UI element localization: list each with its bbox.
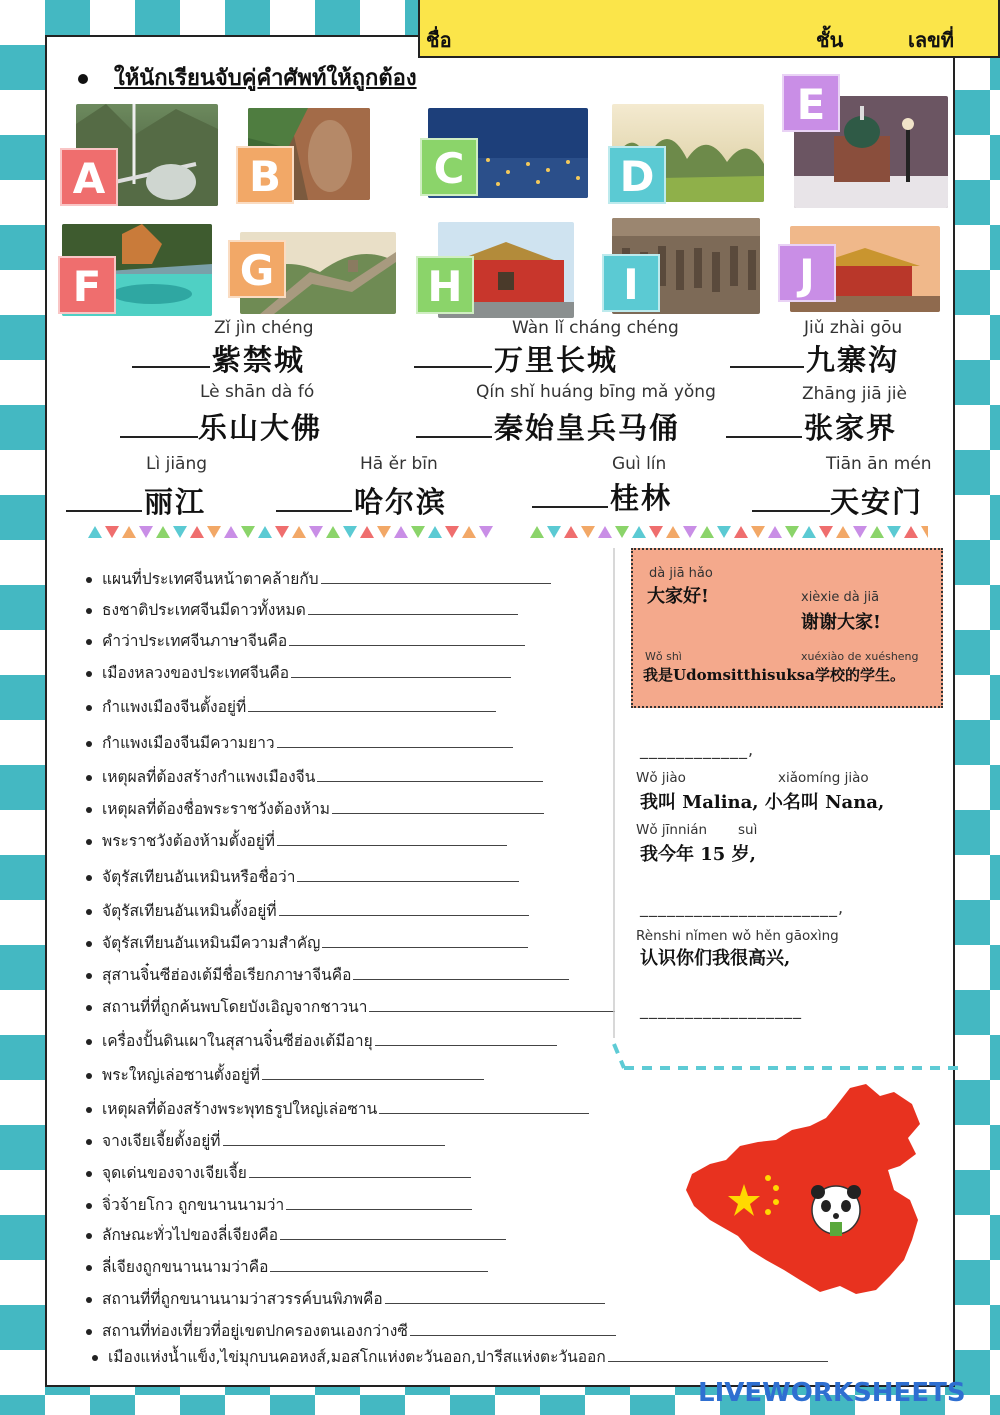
bullet-icon: [86, 608, 92, 614]
vocab-pinyin: Jiǔ zhài gōu: [804, 318, 903, 338]
divider-triangle: [122, 526, 136, 538]
bullet-icon: [86, 1265, 92, 1271]
letter-tag-h: H: [416, 256, 474, 314]
divider-triangle: [802, 526, 816, 538]
divider-triangle: [224, 526, 238, 538]
answer-blank[interactable]: [120, 436, 198, 438]
bullet-icon: [86, 1171, 92, 1177]
question-item: [92, 1344, 828, 1369]
vocab-hanzi: 万里长城: [494, 343, 619, 377]
instruction-text: ให้นักเรียนจับคู่คำศัพท์ให้ถูกต้อง: [114, 66, 417, 91]
divider-triangle: [632, 526, 646, 538]
letter-tag-c: C: [420, 138, 478, 196]
answer-blank[interactable]: [66, 510, 142, 512]
vocab-pinyin: Wàn lǐ cháng chéng: [512, 318, 679, 338]
divider-triangle: [105, 526, 119, 538]
bullet-icon: [86, 741, 92, 747]
question-item: [86, 1160, 471, 1185]
divider-triangle: [530, 526, 544, 538]
bullet-icon: [86, 1329, 92, 1335]
answer-line[interactable]: [297, 881, 519, 882]
intro-pinyin: Rènshi nǐmen wǒ hěn gāoxìng: [636, 928, 839, 944]
bullet-icon: [86, 1203, 92, 1209]
instruction-title: [78, 60, 417, 95]
question-item: [86, 1028, 557, 1053]
question-text: สถานที่ที่ถูกค้นพบโดยบังเอิญจากชาวนา: [102, 998, 368, 1016]
question-item: [86, 1128, 445, 1153]
question-text: สถานที่ที่ถูกขนานนามว่าสวรรค์บนพิภพคือ: [102, 1290, 383, 1308]
thanks-hanzi: 谢谢大家!: [801, 612, 881, 633]
divider-triangle: [428, 526, 442, 538]
divider-triangle: [207, 526, 221, 538]
divider-triangle: [819, 526, 833, 538]
intro-blank[interactable]: ____________,: [640, 740, 755, 759]
bullet-icon: [86, 941, 92, 947]
question-text: แผนที่ประเทศจีนหน้าตาคล้ายกับ: [102, 570, 319, 588]
divider-triangle: [734, 526, 748, 538]
question-item: [86, 1192, 472, 1217]
question-text: กำแพงเมืองจีนตั้งอยู่ที่: [102, 698, 247, 716]
question-text: คำว่าประเทศจีนภาษาจีนคือ: [102, 632, 288, 650]
intro-pinyin: Wǒ jīnnián: [636, 822, 708, 838]
divider-triangle: [411, 526, 425, 538]
intro-hanzi: 我今年 15 岁,: [640, 844, 756, 865]
answer-line[interactable]: [322, 947, 528, 948]
divider-triangle: [581, 526, 595, 538]
question-item: [86, 828, 507, 853]
answer-line[interactable]: [270, 1271, 488, 1272]
answer-line[interactable]: [353, 979, 569, 980]
answer-blank[interactable]: [276, 510, 352, 512]
letter-tag-a: A: [60, 148, 118, 206]
answer-blank[interactable]: [532, 506, 608, 508]
question-item: [86, 994, 615, 1019]
intro-blank[interactable]: ______________________,: [640, 898, 845, 917]
bullet-icon: [86, 1005, 92, 1011]
question-text: เมืองแห่งน้ำแข็ง,ไข่มุกบนคอหงส์,มอสโกแห่งตะวันออก,ปารีสแห่งตะวันออก: [108, 1348, 606, 1366]
greeting-pinyin: dà jiā hǎo: [649, 566, 713, 581]
bullet-icon: [86, 909, 92, 915]
vocab-pinyin: Qín shǐ huáng bīng mǎ yǒng: [476, 382, 716, 402]
divider-triangle: [887, 526, 901, 538]
letter-tag-j: J: [778, 244, 836, 302]
vocab-pinyin: Hā ěr bīn: [360, 454, 438, 474]
question-item: [86, 1318, 616, 1343]
answer-line[interactable]: [379, 1113, 589, 1114]
question-item: [86, 962, 569, 987]
answer-line[interactable]: [291, 677, 511, 678]
answer-line[interactable]: [223, 1145, 445, 1146]
answer-blank[interactable]: [414, 366, 492, 368]
question-text: เหตุผลที่ต้องสร้างพระพุทธรูปใหญ่เล่อซาน: [102, 1100, 378, 1118]
answer-line[interactable]: [332, 813, 544, 814]
question-item: [86, 1096, 589, 1121]
answer-line[interactable]: [277, 845, 507, 846]
answer-line[interactable]: [277, 747, 513, 748]
letter-tag-g: G: [228, 240, 286, 298]
divider-triangle: [683, 526, 697, 538]
answer-line[interactable]: [321, 583, 551, 584]
question-item: [86, 566, 551, 591]
vocab-pinyin: Zǐ jìn chéng: [214, 318, 314, 338]
divider-triangle: [88, 526, 102, 538]
question-item: [86, 660, 511, 685]
question-item: [86, 597, 518, 622]
bullet-icon: [86, 1073, 92, 1079]
answer-line[interactable]: [308, 614, 518, 615]
answer-line[interactable]: [369, 1011, 615, 1012]
question-text: พระราชวังต้องห้ามตั้งอยู่ที่: [102, 832, 276, 850]
answer-line[interactable]: [249, 1177, 471, 1178]
letter-tag-i: I: [602, 254, 660, 312]
vocab-hanzi: 天安门: [830, 485, 924, 519]
question-text: สถานที่ท่องเที่ยวที่อยู่เขตปกครองตนเองกว่างซี: [102, 1322, 408, 1340]
bullet-icon: [86, 875, 92, 881]
vocab-hanzi: 张家界: [804, 411, 898, 445]
answer-blank[interactable]: [752, 510, 830, 512]
iam-pinyin: Wǒ shì: [645, 650, 682, 663]
answer-line[interactable]: [279, 915, 529, 916]
divider-triangle: [139, 526, 153, 538]
divider-triangle: [326, 526, 340, 538]
letter-tag-d: D: [608, 146, 666, 204]
question-text: จุดเด่นของจางเจียเจี้ย: [102, 1164, 247, 1182]
question-text: ลี่เจียงถูกขนานนามว่าคือ: [102, 1258, 269, 1276]
divider-triangle: [870, 526, 884, 538]
question-text: จัตุรัสเทียนอันเหมินหรือชื่อว่า: [102, 868, 296, 886]
bullet-icon: [86, 775, 92, 781]
answer-blank[interactable]: [726, 436, 802, 438]
answer-line[interactable]: [608, 1361, 828, 1362]
divider-triangle: [836, 526, 850, 538]
divider-triangle: [445, 526, 459, 538]
bullet-icon: [86, 639, 92, 645]
vocab-pinyin: Lè shān dà fó: [200, 382, 315, 402]
intro-pinyin: xiǎomíng jiào: [778, 770, 869, 786]
question-text: จางเจียเจี้ยตั้งอยู่ที่: [102, 1132, 221, 1150]
divider-triangle: [717, 526, 731, 538]
student-info-bar: [418, 0, 1000, 58]
intro-pinyin: Wǒ jiào: [636, 770, 686, 786]
question-item: [86, 1254, 488, 1279]
bullet-icon: [86, 577, 92, 583]
student-hanzi: 我是Udomsitthisuksa学校的学生。: [643, 666, 905, 684]
bullet-icon: [86, 1107, 92, 1113]
vocab-hanzi: 桂林: [610, 481, 673, 515]
divider-triangle: [173, 526, 187, 538]
question-text: ธงชาติประเทศจีนมีดาวทั้งหมด: [102, 601, 306, 619]
question-item: [86, 1062, 484, 1087]
vocab-hanzi: 紫禁城: [212, 343, 306, 377]
intro-hanzi: 我叫 Malina, 小名叫 Nana,: [640, 792, 885, 813]
question-text: เมืองหลวงของประเทศจีนคือ: [102, 664, 290, 682]
student-pinyin: xuéxiào de xuésheng: [801, 650, 919, 663]
divider-triangle: [190, 526, 204, 538]
question-item: [86, 764, 543, 789]
letter-tag-b: B: [236, 146, 294, 204]
divider-triangle: [700, 526, 714, 538]
intro-hanzi: 认识你们我很高兴,: [640, 948, 791, 969]
class-label: ชั้น: [816, 28, 844, 52]
bullet-icon: [86, 705, 92, 711]
intro-pinyin: suì: [738, 822, 758, 838]
divider-triangle: [649, 526, 663, 538]
question-item: [86, 1222, 506, 1247]
question-text: จัตุรัสเทียนอันเหมินมีความสำคัญ: [102, 934, 321, 952]
bullet-icon: [78, 74, 88, 84]
answer-blank[interactable]: [132, 366, 210, 368]
divider-triangle: [360, 526, 374, 538]
question-text: พระใหญ่เล่อซานตั้งอยู่ที่: [102, 1066, 261, 1084]
vocab-hanzi: 九寨沟: [806, 343, 900, 377]
question-text: สุสานจิ๋นซีฮ่องเต้มีชื่อเรียกภาษาจีนคือ: [102, 966, 352, 984]
divider-triangle: [598, 526, 612, 538]
divider-triangle: [768, 526, 782, 538]
divider-triangle: [479, 526, 493, 538]
divider-triangle: [904, 526, 918, 538]
vocab-pinyin: Guì lín: [612, 454, 667, 474]
question-item: [86, 930, 528, 955]
divider-triangle: [343, 526, 357, 538]
question-item: [86, 694, 496, 719]
divider-triangle: [156, 526, 170, 538]
vocab-hanzi: 乐山大佛: [198, 411, 323, 445]
liveworksheets-logo: [698, 1378, 966, 1408]
answer-line[interactable]: [317, 781, 543, 782]
vocab-hanzi: 哈尔滨: [354, 485, 448, 519]
triangle-divider: [88, 524, 928, 540]
divider-triangle: [751, 526, 765, 538]
question-item: [86, 864, 519, 889]
bullet-icon: [86, 1233, 92, 1239]
thanks-pinyin: xièxie dà jiā: [801, 590, 880, 605]
vocab-pinyin: Zhāng jiā jiè: [802, 384, 907, 404]
question-text: จัตุรัสเทียนอันเหมินตั้งอยู่ที่: [102, 902, 277, 920]
vocab-hanzi: 丽江: [144, 485, 207, 519]
bullet-icon: [86, 1297, 92, 1303]
divider-triangle: [377, 526, 391, 538]
letter-tag-f: F: [58, 256, 116, 314]
question-text: กำแพงเมืองจีนมีความยาว: [102, 734, 275, 752]
answer-line[interactable]: [248, 711, 496, 712]
question-text: จิ่วจ้ายโกว ถูกขนานนามว่า: [102, 1196, 285, 1214]
question-text: เหตุผลที่ต้องชื่อพระราชวังต้องห้าม: [102, 800, 330, 818]
name-label: ชื่อ: [426, 28, 452, 52]
divider-triangle: [615, 526, 629, 538]
answer-line[interactable]: [286, 1209, 472, 1210]
bullet-icon: [86, 671, 92, 677]
answer-blank[interactable]: [730, 366, 804, 368]
china-map-icon: [680, 1080, 930, 1300]
divider-triangle: [258, 526, 272, 538]
divider-triangle: [462, 526, 476, 538]
divider-triangle: [853, 526, 867, 538]
question-item: [86, 898, 529, 923]
vocab-pinyin: Tiān ān mén: [826, 454, 932, 474]
greeting-hanzi: 大家好!: [647, 586, 709, 607]
intro-blank[interactable]: __________________: [640, 1000, 802, 1019]
bullet-icon: [86, 839, 92, 845]
question-item: [86, 796, 544, 821]
question-item: [86, 1286, 605, 1311]
divider-triangle: [394, 526, 408, 538]
divider-triangle: [241, 526, 255, 538]
answer-line[interactable]: [410, 1335, 616, 1336]
question-item: [86, 730, 513, 755]
divider-triangle: [309, 526, 323, 538]
divider-triangle: [921, 526, 928, 538]
bullet-icon: [86, 1139, 92, 1145]
vocab-pinyin: Lì jiāng: [146, 454, 208, 474]
question-text: เครื่องปั้นดินเผาในสุสานจิ๋นซีฮ่องเต้มีอายุ: [102, 1032, 373, 1050]
greeting-box: [631, 548, 943, 708]
divider-triangle: [292, 526, 306, 538]
bullet-icon: [86, 1039, 92, 1045]
answer-blank[interactable]: [416, 436, 492, 438]
bullet-icon: [86, 807, 92, 813]
question-text: เหตุผลที่ต้องสร้างกำแพงเมืองจีน: [102, 768, 316, 786]
question-text: ลักษณะทั่วไปของลี่เจียงคือ: [102, 1226, 279, 1244]
letter-tag-e: E: [782, 74, 840, 132]
number-label: เลขที่: [908, 28, 954, 52]
answer-line[interactable]: [262, 1079, 484, 1080]
divider-triangle: [275, 526, 289, 538]
vocab-hanzi: 秦始皇兵马俑: [494, 411, 681, 445]
divider-triangle: [666, 526, 680, 538]
answer-line[interactable]: [280, 1239, 506, 1240]
liveworksheets-text: LIVEWORKSHEETS: [698, 1378, 966, 1408]
answer-line[interactable]: [375, 1045, 557, 1046]
answer-line[interactable]: [385, 1303, 605, 1304]
divider-triangle: [785, 526, 799, 538]
bullet-icon: [92, 1355, 98, 1361]
divider-triangle: [564, 526, 578, 538]
answer-line[interactable]: [289, 645, 525, 646]
divider-triangle: [547, 526, 561, 538]
bullet-icon: [86, 973, 92, 979]
question-item: [86, 628, 525, 653]
